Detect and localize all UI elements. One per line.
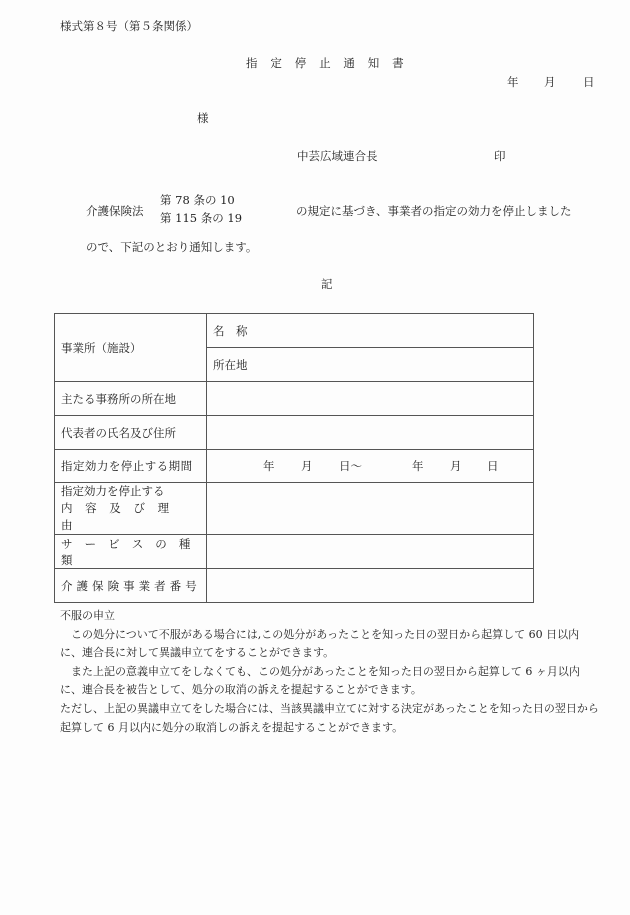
details-table: [54, 313, 534, 603]
row-label-provider-number: 介護保険事業者番号: [55, 569, 207, 603]
body-line-1: の規定に基づき、事業者の指定の効力を停止しました: [296, 204, 572, 218]
notes-paragraph-3: ただし、上記の異議申立てをした場合には、当該異議申立てに対する決定があったことを知った日の翌日から起算して 6 月以内に処分の取消しの訴えを提起することができます。: [60, 701, 599, 734]
body-line-2: ので、下記のとおり通知します。: [86, 240, 258, 254]
office-name-field[interactable]: [207, 314, 534, 348]
name-label: 名 称: [213, 323, 248, 338]
row-label-main-office: 主たる事務所の所在地: [55, 382, 207, 416]
article-2: 第 115 条の 19: [160, 211, 243, 225]
date-year: 年: [507, 75, 519, 89]
period-day-2: 日: [487, 459, 499, 473]
date-month: 月: [544, 75, 556, 89]
representative-field[interactable]: [207, 416, 534, 450]
document-title: 指 定 停 止 通 知 書: [246, 56, 409, 70]
office-location-field[interactable]: [207, 348, 534, 382]
row-label-representative: 代表者の氏名及び住所: [55, 416, 207, 450]
law-name: 介護保険法: [86, 204, 144, 218]
date-day: 日: [583, 75, 595, 89]
issuer-name: 中芸広域連合長: [297, 149, 378, 163]
period-field[interactable]: [207, 450, 534, 483]
row-label-service: サービスの種類: [55, 535, 207, 569]
article-1: 第 78 条の 10: [160, 193, 235, 207]
office-label: 事業所（施設）: [55, 314, 207, 382]
main-office-field[interactable]: [207, 382, 534, 416]
row-label-reason: 指定効力を停止する 内容及び理由: [55, 483, 207, 535]
addressee-suffix: 様: [197, 111, 209, 125]
location-label: 所在地: [213, 357, 248, 372]
appeal-notes: [60, 607, 600, 737]
form-number: 様式第８号（第５条関係）: [60, 19, 198, 33]
seal-mark: 印: [494, 149, 506, 163]
notes-heading: 不服の申立: [60, 609, 115, 622]
period-month-1: 月: [301, 459, 313, 473]
period-month-2: 月: [450, 459, 462, 473]
ki-heading: 記: [321, 277, 333, 291]
service-field[interactable]: [207, 535, 534, 569]
period-day-1: 日～: [339, 459, 362, 473]
reason-field[interactable]: [207, 483, 534, 535]
row-label-period: 指定効力を停止する期間: [55, 450, 207, 483]
provider-number-field[interactable]: [207, 569, 534, 603]
notes-paragraph-2: また上記の意義申立てをしなくても、この処分があったことを知った日の翌日から起算して 6 ヶ月以内に、連合長を被告として、処分の取消の訴えを提起することができます。: [60, 664, 580, 697]
notes-paragraph-1: この処分について不服がある場合には,この処分があったことを知った日の翌日から起算して 60 日以内に、連合長に対して異議申立てをすることができます。: [60, 627, 580, 660]
period-year-2: 年: [412, 459, 424, 473]
period-year-1: 年: [263, 459, 275, 473]
